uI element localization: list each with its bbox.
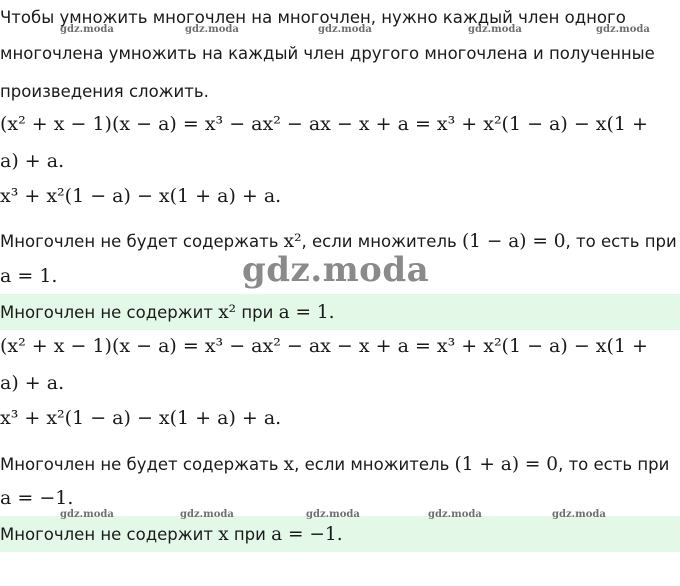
result-1-prefix: Многочлен не содержит bbox=[0, 303, 213, 322]
condition-2-factor: (1 + a) = 0 bbox=[454, 454, 559, 475]
result-1-variable: x² bbox=[218, 302, 237, 323]
equation-2-line-2: a) + a. bbox=[0, 372, 65, 394]
result-2-prefix: Многочлен не содержит bbox=[0, 525, 213, 544]
watermark-small: gdz.moda bbox=[60, 24, 114, 35]
condition-1-prefix: Многочлен не будет содержать bbox=[0, 232, 279, 251]
watermark-small: gdz.moda bbox=[306, 509, 360, 520]
condition-2-text bbox=[0, 454, 669, 475]
watermark-small: gdz.moda bbox=[60, 509, 114, 520]
watermark-small: gdz.moda bbox=[552, 509, 606, 520]
condition-1-variable: x² bbox=[283, 231, 302, 252]
equation-2-line-1: (x² + x − 1)(x − a) = x³ − ax² − ax − x + a = x³ + x²(1 − a) − x(1 + bbox=[0, 335, 648, 357]
result-2-text bbox=[0, 524, 343, 545]
equation-1-line-1: (x² + x − 1)(x − a) = x³ − ax² − ax − x + a = x³ + x²(1 − a) − x(1 + bbox=[0, 113, 648, 135]
condition-2-mid: , если множитель bbox=[294, 455, 450, 474]
intro-line-1: Чтобы умножить многочлен на многочлен, нужно каждый член одного bbox=[0, 8, 626, 27]
result-2-value: a = −1. bbox=[271, 524, 343, 545]
result-2-variable: x bbox=[218, 524, 229, 545]
condition-1-mid: , если множитель bbox=[301, 232, 457, 251]
watermark-large: gdz.moda bbox=[242, 250, 430, 290]
intro-line-2: многочлена умножить на каждый член другого многочлена и полученные bbox=[0, 44, 655, 63]
watermark-small: gdz.moda bbox=[185, 24, 239, 35]
equation-1-line-3: x³ + x²(1 − a) − x(1 + a) + a. bbox=[0, 185, 282, 207]
watermark-small: gdz.moda bbox=[180, 509, 234, 520]
condition-2-value: a = −1. bbox=[0, 487, 74, 509]
result-1-mid: при bbox=[241, 303, 274, 322]
condition-2-suffix: , то есть при bbox=[558, 455, 670, 474]
condition-1-text bbox=[0, 231, 677, 252]
equation-2-line-3: x³ + x²(1 − a) − x(1 + a) + a. bbox=[0, 407, 282, 429]
watermark-small: gdz.moda bbox=[468, 24, 522, 35]
condition-2-variable: x bbox=[283, 454, 295, 475]
result-1-value: a = 1. bbox=[278, 302, 335, 323]
condition-1-value: a = 1. bbox=[0, 265, 58, 287]
watermark-small: gdz.moda bbox=[318, 24, 372, 35]
equation-1-line-2: a) + a. bbox=[0, 150, 65, 172]
result-2-mid: при bbox=[233, 525, 266, 544]
watermark-small: gdz.moda bbox=[428, 509, 482, 520]
result-1-text bbox=[0, 302, 335, 323]
condition-2-prefix: Многочлен не будет содержать bbox=[0, 455, 279, 474]
condition-1-suffix: , то есть при bbox=[565, 232, 677, 251]
watermark-small: gdz.moda bbox=[596, 24, 650, 35]
intro-line-3: произведения сложить. bbox=[0, 82, 209, 101]
condition-1-factor: (1 − a) = 0 bbox=[461, 231, 566, 252]
